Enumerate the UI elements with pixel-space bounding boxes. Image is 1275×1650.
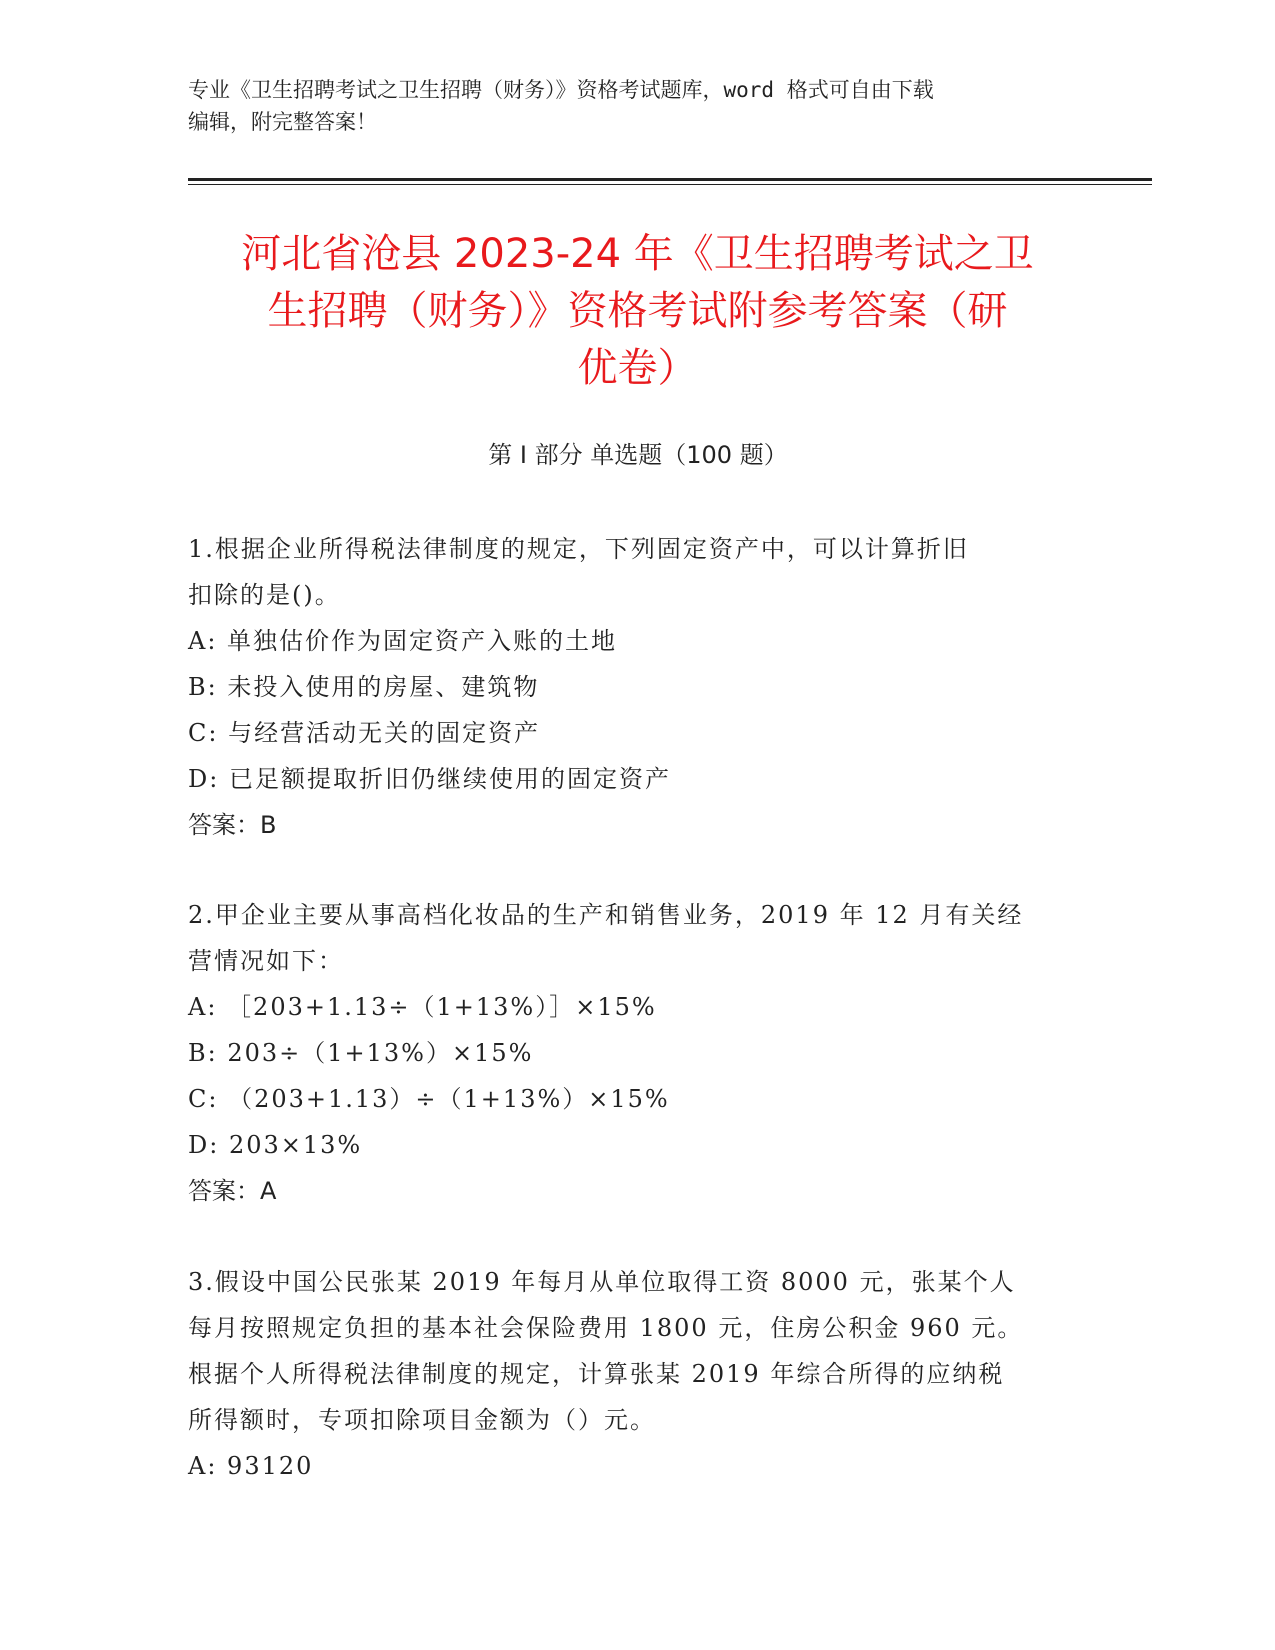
question-3-stem-line-1: 3.假设中国公民张某 2019 年每月从单位取得工资 8000 元，张某个人 [188, 1268, 1016, 1296]
question-3-stem-line-3: 根据个人所得税法律制度的规定，计算张某 2019 年综合所得的应纳税 [188, 1360, 1005, 1388]
question-3-stem-line-2: 每月按照规定负担的基本社会保险费用 1800 元，住房公积金 960 元。 [188, 1314, 1024, 1342]
header-note-line-1: 专业《卫生招聘考试之卫生招聘（财务）》资格考试题库，word 格式可自由下载 [188, 78, 934, 102]
question-1-stem-line-1: 1.根据企业所得税法律制度的规定，下列固定资产中，可以计算折旧 [188, 535, 969, 563]
question-3 [188, 1259, 1088, 1489]
question-2-option-a: A: ［203+1.13÷（1+13%）］×15% [188, 993, 657, 1021]
question-1-option-b: B: 未投入使用的房屋、建筑物 [188, 673, 540, 701]
document-title-line-2: 生招聘（财务）》资格考试附参考答案（研 [267, 288, 1008, 334]
document-title-line-3: 优卷） [577, 345, 698, 391]
document-title [190, 226, 1085, 397]
header-divider-thin [188, 184, 1152, 185]
question-2-answer: 答案：A [188, 1177, 277, 1205]
question-1-stem-line-2: 扣除的是()。 [188, 581, 341, 609]
question-1-option-a: A: 单独估价作为固定资产入账的土地 [188, 627, 618, 655]
question-3-stem-line-4: 所得额时，专项扣除项目金额为（）元。 [188, 1406, 656, 1434]
question-2-option-b: B: 203÷（1+13%）×15% [188, 1039, 534, 1067]
header-note-line-2: 编辑，附完整答案！ [188, 110, 377, 134]
question-1-option-d: D: 已足额提取折旧仍继续使用的固定资产 [188, 765, 671, 793]
header-note [188, 74, 1088, 138]
header-divider-thick [188, 178, 1152, 181]
question-2 [188, 892, 1088, 1214]
question-2-option-c: C: （203+1.13）÷（1+13%）×15% [188, 1085, 670, 1113]
question-3-option-a: A: 93120 [188, 1452, 314, 1480]
question-2-stem-line-2: 营情况如下： [188, 947, 344, 975]
section-heading: 第 I 部分 单选题（100 题） [488, 441, 788, 469]
question-2-stem-line-1: 2.甲企业主要从事高档化妆品的生产和销售业务，2019 年 12 月有关经 [188, 901, 1024, 929]
question-1-answer: 答案：B [188, 811, 277, 839]
question-1-option-c: C: 与经营活动无关的固定资产 [188, 719, 541, 747]
document-title-line-1: 河北省沧县 2023-24 年《卫生招聘考试之卫 [241, 231, 1034, 277]
question-1 [188, 526, 1088, 848]
question-2-option-d: D: 203×13% [188, 1131, 363, 1159]
